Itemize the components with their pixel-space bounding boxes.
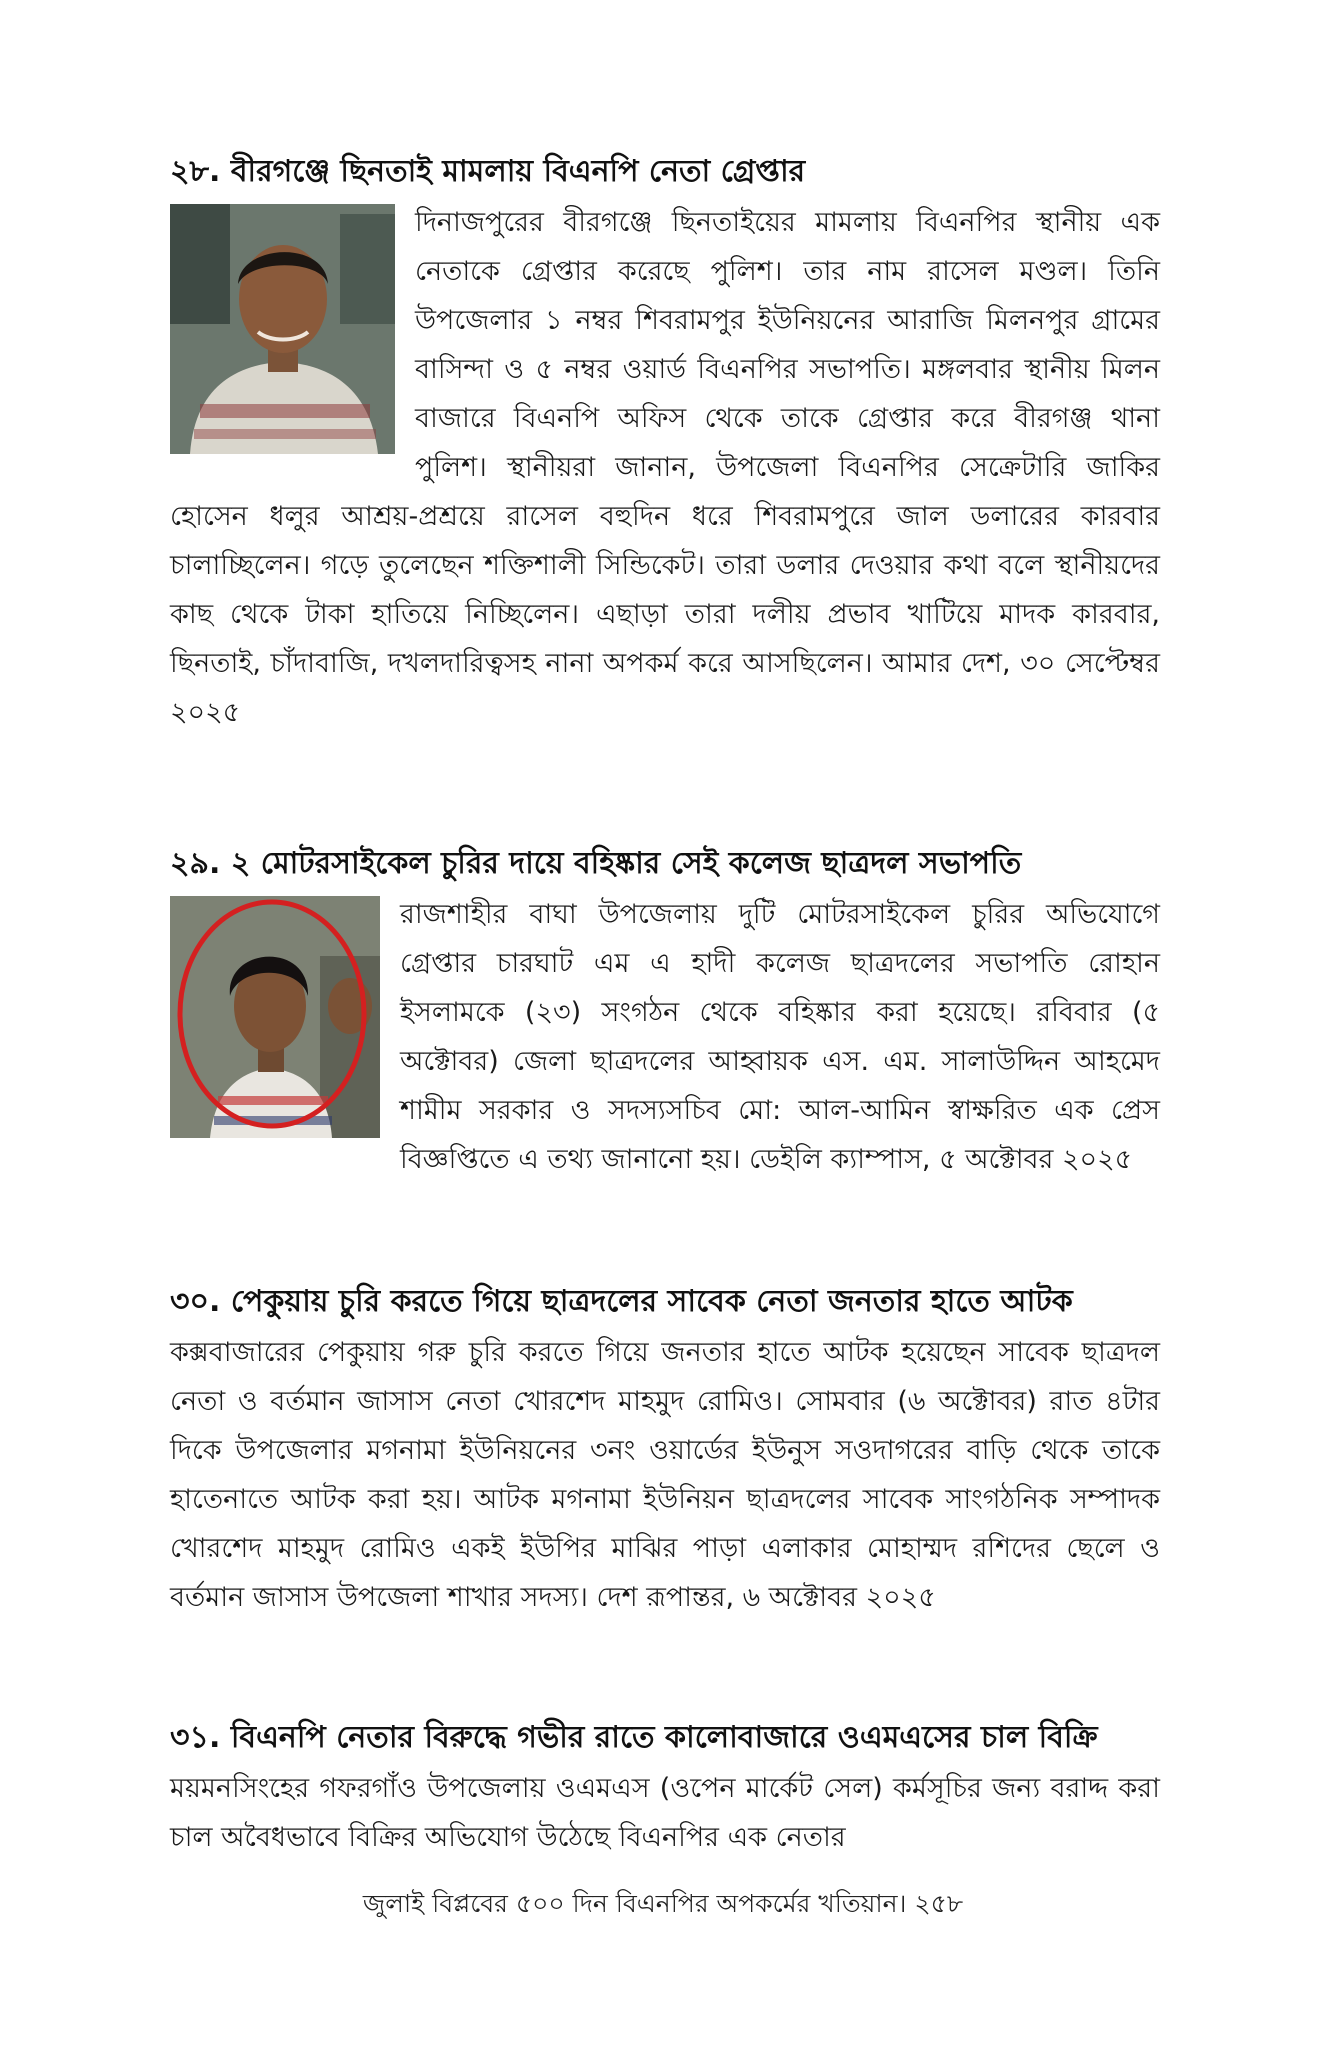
photo-rohan-islam bbox=[170, 896, 380, 1138]
photo-rasel-mondol bbox=[170, 204, 395, 454]
article-number: ৩০. bbox=[170, 1284, 221, 1319]
article-headline bbox=[170, 1280, 1160, 1324]
article-number: ২৮. bbox=[170, 154, 221, 189]
article-29 bbox=[170, 842, 1160, 1184]
article-number: ৩১. bbox=[170, 1720, 221, 1755]
article-body: কক্সবাজারের পেকুয়ায় গরু চুরি করতে গিয়ে জনতার হাতে আটক হয়েছেন সাবেক ছাত্রদল নেতা ও বর্তমান জাসাস নেতা খোরশেদ মাহমুদ রোমিও। সোমবার (৬ অক্টোবর) রাত ৪টার দিকে উপজেলার মগনামা ইউনিয়নের ৩নং ওয়ার্ডের ইউনুস সওদাগরের বাড়ি থেকে তাকে হাতেনাতে আটক করা হয়। আটক মগনামা ইউনিয়ন ছাত্রদলের সাবেক সাংগঠনিক সম্পাদক খোরশেদ মাহমুদ রোমিও একই ইউপির মাঝির পাড়া এলাকার মোহাম্মদ রশিদের ছেলে ও বর্তমান জাসাস উপজেলা শাখার সদস্য। দেশ রূপান্তর, ৬ অক্টোবর ২০২৫ bbox=[170, 1337, 1160, 1613]
article-28 bbox=[170, 150, 1160, 737]
article-body: দিনাজপুরের বীরগঞ্জে ছিনতাইয়ের মামলায় বিএনপির স্থানীয় এক নেতাকে গ্রেপ্তার করেছে পুলিশ। তার নাম রাসেল মণ্ডল। তিনি উপজেলার ১ নম্বর শিবরামপুর ইউনিয়নের আরাজি মিলনপুর গ্রামের বাসিন্দা ও ৫ নম্বর ওয়ার্ড বিএনপির সভাপতি। মঙ্গলবার স্থানীয় মিলন বাজারে বিএনপি অফিস থেকে তাকে গ্রেপ্তার করে বীরগঞ্জ থানা পুলিশ। স্থানীয়রা জানান, উপজেলা বিএনপির সেক্রেটারি জাকির হোসেন ধলুর আশ্রয়-প্রশ্রয়ে রাসেল বহুদিন ধরে শিবরামপুরে জাল ডলারের কারবার চালাচ্ছিলেন। গড়ে তুলেছেন শক্তিশালী সিন্ডিকেট। তারা ডলার দেওয়ার কথা বলে স্থানীয়দের কাছ থেকে টাকা হাতিয়ে নিচ্ছিলেন। এছাড়া তারা দলীয় প্রভাব খাটিয়ে মাদক কারবার, ছিনতাই, চাঁদাবাজি, দখলদারিত্বসহ নানা অপকর্ম করে আসছিলেন। আমার দেশ, ৩০ সেপ্টেম্বর ২০২৫ bbox=[170, 207, 1160, 728]
article-31 bbox=[170, 1716, 1160, 1862]
article-number: ২৯. bbox=[170, 846, 221, 881]
article-title: বিএনপি নেতার বিরুদ্ধে গভীর রাতে কালোবাজারে ওএমএসের চাল বিক্রি bbox=[230, 1720, 1098, 1755]
article-title: ২ মোটরসাইকেল চুরির দায়ে বহিষ্কার সেই কলেজ ছাত্রদল সভাপতি bbox=[230, 846, 1022, 881]
article-headline bbox=[170, 1716, 1160, 1760]
person-photo-icon bbox=[170, 896, 380, 1138]
page-footer: জুলাই বিপ্লবের ৫০০ দিন বিএনপির অপকর্মের খতিয়ান। ২৫৮ bbox=[362, 1889, 964, 1918]
person-photo-icon bbox=[170, 204, 395, 454]
article-title: পেকুয়ায় চুরি করতে গিয়ে ছাত্রদলের সাবেক নেতা জনতার হাতে আটক bbox=[230, 1284, 1073, 1319]
article-30 bbox=[170, 1280, 1160, 1622]
article-title: বীরগঞ্জে ছিনতাই মামলায় বিএনপি নেতা গ্রেপ্তার bbox=[230, 154, 806, 189]
article-body: রাজশাহীর বাঘা উপজেলায় দুটি মোটরসাইকেল চুরির অভিযোগে গ্রেপ্তার চারঘাট এম এ হাদী কলেজ ছাত্রদলের সভাপতি রোহান ইসলামকে (২৩) সংগঠন থেকে বহিষ্কার করা হয়েছে। রবিবার (৫ অক্টোবর) জেলা ছাত্রদলের আহ্বায়ক এস. এম. সালাউদ্দিন আহমেদ শামীম সরকার ও সদস্যসচিব মো: আল-আমিন স্বাক্ষরিত এক প্রেস বিজ্ঞপ্তিতে এ তথ্য জানানো হয়। ডেইলি ক্যাম্পাস, ৫ অক্টোবর ২০২৫ bbox=[400, 899, 1160, 1175]
article-headline bbox=[170, 842, 1160, 886]
article-headline bbox=[170, 150, 1160, 194]
article-body: ময়মনসিংহের গফরগাঁও উপজেলায় ওএমএস (ওপেন মার্কেট সেল) কর্মসূচির জন্য বরাদ্দ করা চাল অবৈধভাবে বিক্রির অভিযোগ উঠেছে বিএনপির এক নেতার bbox=[170, 1773, 1160, 1853]
